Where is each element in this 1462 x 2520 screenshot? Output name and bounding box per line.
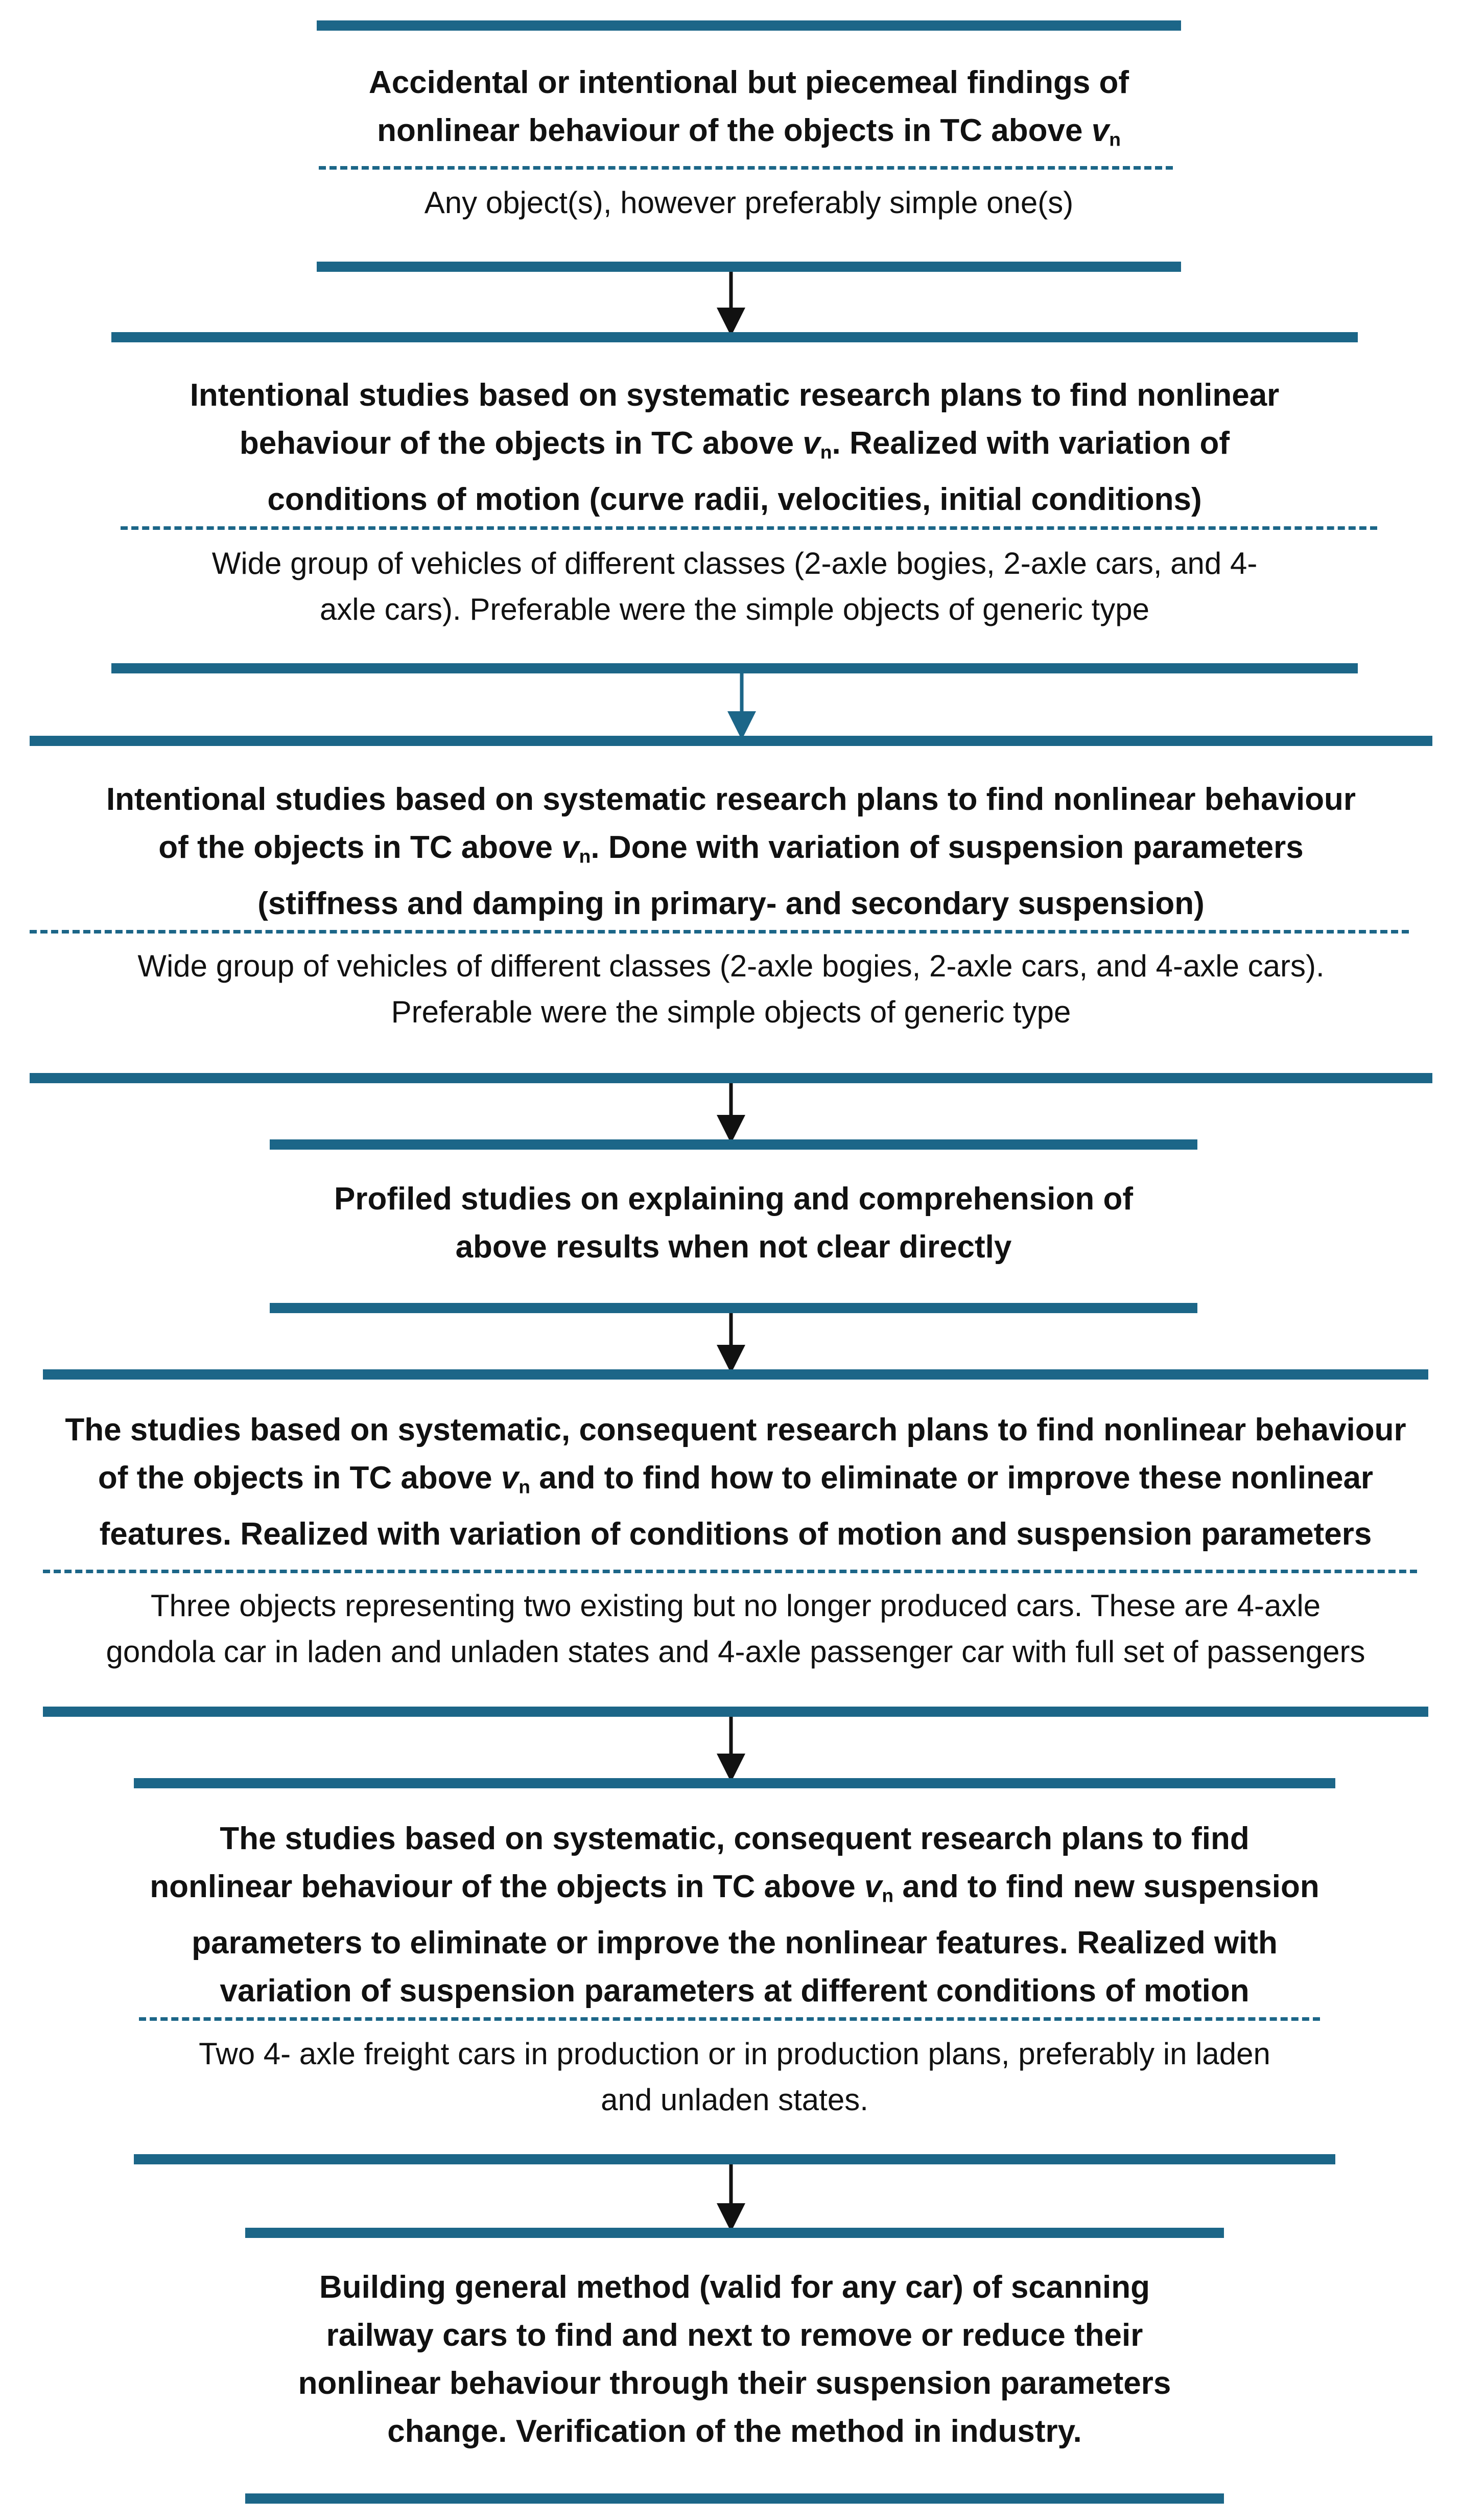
step-5-title-line-2b: and to find how to eliminate or improve these nonlinear	[530, 1460, 1374, 1496]
step-6-bottom-bar	[134, 2154, 1335, 2164]
step-7-title-line-1: Building general method (valid for any car) of scanning	[319, 2270, 1150, 2305]
step-2-title-line-2b: . Realized with variation of	[832, 426, 1230, 461]
step-6-title-line-3: parameters to eliminate or improve the nonlinear features. Realized with	[192, 1925, 1278, 1961]
step-2-objects-line-1: Wide group of vehicles of different classes (2-axle bogies, 2-axle cars, and 4-	[211, 546, 1258, 580]
step-5-title	[43, 1406, 1428, 1558]
step-7-title-line-2: railway cars to find and next to remove or reduce their	[326, 2318, 1143, 2353]
step-3-title-line-2b: . Done with variation of suspension parameters	[591, 830, 1304, 865]
step-1-bottom-bar	[317, 262, 1181, 272]
step-1-objects	[317, 180, 1181, 226]
step-3-title-line-1: Intentional studies based on systematic research plans to find nonlinear behaviour	[106, 782, 1356, 817]
step-5-title-line-3: features. Realized with variation of conditions of motion and suspension parameters	[99, 1516, 1372, 1552]
step-3-objects	[30, 943, 1432, 1035]
step-2-title-line-3: conditions of motion (curve radii, velocities, initial conditions)	[267, 482, 1202, 518]
step-1-top-bar	[317, 20, 1181, 31]
step-5-objects-line-1: Three objects representing two existing but no longer produced cars. These are 4-axle	[150, 1589, 1321, 1623]
step-2-divider	[121, 526, 1377, 530]
step-3-title-line-2a: of the objects in TC above	[158, 830, 562, 865]
step-5-divider	[43, 1570, 1417, 1573]
step-1-objects-line-1: Any object(s), however preferably simple one(s)	[424, 185, 1074, 220]
step-3-title-line-3: (stiffness and damping in primary- and secondary suspension)	[257, 886, 1205, 922]
step-5-top-bar	[43, 1369, 1428, 1380]
step-3-divider	[30, 930, 1409, 934]
velocity-subscript: n	[820, 441, 832, 463]
step-1-title-line-1: Accidental or intentional but piecemeal findings of	[368, 65, 1129, 100]
velocity-subscript: n	[882, 1884, 894, 1906]
step-4-title	[270, 1175, 1197, 1271]
step-2-objects	[111, 541, 1358, 633]
step-4-top-bar	[270, 1139, 1197, 1150]
step-1-title-line-2: nonlinear behaviour of the objects in TC above	[377, 113, 1092, 148]
step-7-title-line-4: change. Verification of the method in industry.	[387, 2414, 1082, 2449]
step-4-bottom-bar	[270, 1303, 1197, 1313]
step-6-objects-line-2: and unladen states.	[601, 2083, 868, 2117]
step-6-title	[134, 1815, 1335, 2015]
step-5-bottom-bar	[43, 1707, 1428, 1717]
step-6-objects-line-1: Two 4- axle freight cars in production or in production plans, preferably in laden	[199, 2037, 1270, 2071]
step-2-title-line-2a: behaviour of the objects in TC above	[239, 426, 803, 461]
step-4-title-line-2: above results when not clear directly	[455, 1229, 1012, 1265]
step-5-title-line-2a: of the objects in TC above	[98, 1460, 501, 1496]
step-2-top-bar	[111, 332, 1358, 342]
step-2-objects-line-2: axle cars). Preferable were the simple objects of generic type	[319, 592, 1150, 626]
step-6-title-line-2a: nonlinear behaviour of the objects in TC above	[150, 1869, 864, 1904]
velocity-symbol: v	[803, 426, 820, 461]
step-3-objects-line-1: Wide group of vehicles of different classes (2-axle bogies, 2-axle cars, and 4-axle cars).	[137, 949, 1325, 983]
step-3-title	[30, 776, 1432, 928]
velocity-subscript: n	[1109, 128, 1121, 150]
velocity-symbol: v	[561, 830, 579, 865]
step-5-objects-line-2: gondola car in laden and unladen states and 4-axle passenger car with full set of passengers	[106, 1635, 1365, 1669]
step-3-objects-line-2: Preferable were the simple objects of generic type	[391, 995, 1071, 1029]
step-2-bottom-bar	[111, 663, 1358, 673]
velocity-subscript: n	[579, 845, 591, 867]
step-6-title-line-4: variation of suspension parameters at different conditions of motion	[220, 1973, 1249, 2009]
step-6-objects	[134, 2031, 1335, 2123]
step-7-title	[245, 2264, 1224, 2456]
velocity-symbol: v	[864, 1869, 882, 1904]
step-6-top-bar	[134, 1778, 1335, 1788]
step-7-bottom-bar	[245, 2493, 1224, 2504]
step-4-title-line-1: Profiled studies on explaining and comprehension of	[334, 1181, 1133, 1217]
step-6-title-line-1: The studies based on systematic, consequent research plans to find	[220, 1821, 1249, 1856]
step-1-title	[317, 59, 1181, 163]
step-3-bottom-bar	[30, 1073, 1432, 1083]
step-5-title-line-1: The studies based on systematic, consequent research plans to find nonlinear behaviour	[65, 1412, 1406, 1448]
velocity-symbol: v	[501, 1460, 519, 1496]
velocity-symbol: v	[1091, 113, 1110, 148]
step-7-top-bar	[245, 2228, 1224, 2238]
step-1-divider	[319, 166, 1173, 170]
step-3-top-bar	[30, 736, 1432, 746]
step-7-title-line-3: nonlinear behaviour through their suspension parameters	[298, 2366, 1171, 2401]
velocity-subscript: n	[518, 1476, 530, 1498]
step-5-objects	[43, 1583, 1428, 1675]
step-2-title	[111, 371, 1358, 524]
step-6-title-line-2b: and to find new suspension	[893, 1869, 1319, 1904]
step-2-title-line-1: Intentional studies based on systematic research plans to find nonlinear	[190, 378, 1280, 413]
step-6-divider	[139, 2017, 1320, 2021]
